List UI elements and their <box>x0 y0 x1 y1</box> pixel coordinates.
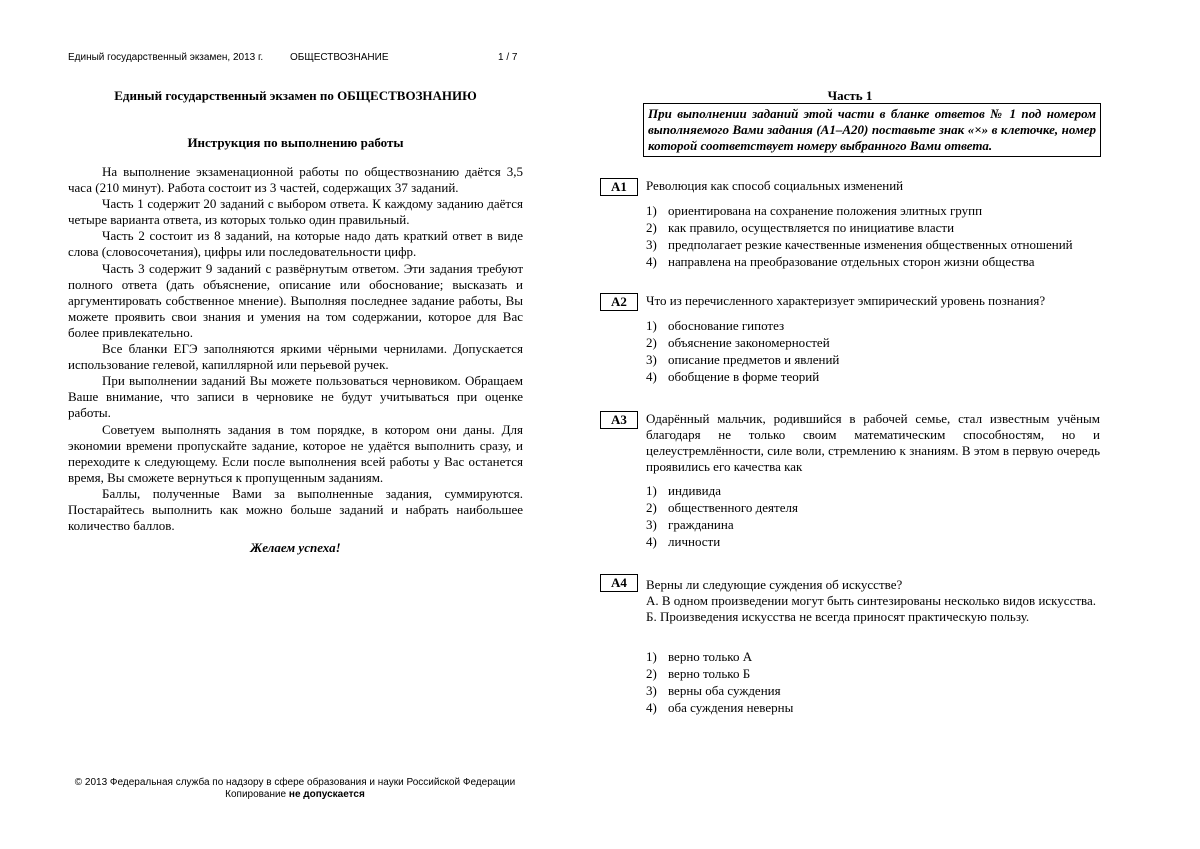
option-number: 2) <box>646 220 657 235</box>
option-text: верны оба суждения <box>668 683 781 698</box>
option-text: ориентирована на сохранение положения элитных групп <box>668 203 983 218</box>
option-number: 2) <box>646 500 657 515</box>
option-item <box>646 368 1100 385</box>
option-item <box>646 499 1100 516</box>
option-item <box>646 236 1100 253</box>
option-text: описание предметов и явлений <box>668 352 840 367</box>
option-text: обобщение в форме теорий <box>668 369 820 384</box>
option-number: 3) <box>646 517 657 532</box>
instruction-paragraph: Часть 3 содержит 9 заданий с развёрнутым ответом. Эти задания требуют полного ответа (дать объяснение, описание или обоснование; высказать и аргументировать собственное мнение). Выполняя последнее задание работы, Вы можете проявить свои знания и умения на том содержании, которое для Вас более привлекательно. <box>68 260 523 340</box>
option-item <box>646 253 1100 270</box>
task-number-box: А1 <box>600 178 638 196</box>
instruction-body <box>68 164 523 534</box>
instruction-paragraph: Часть 2 состоит из 8 заданий, на которые надо дать краткий ответ в виде слова (словосочетания), цифры или последовательности цифр. <box>68 228 523 260</box>
statement-b: Б. Произведения искусства не всегда приносят практическую пользу. <box>646 609 1030 625</box>
task-number-box: А2 <box>600 293 638 311</box>
instruction-paragraph: Баллы, полученные Вами за выполненные задания, суммируются. Постарайтесь выполнить как можно больше заданий и набрать наибольшее количество баллов. <box>68 485 523 534</box>
option-text: общественного деятеля <box>668 500 798 515</box>
statement-a: А. В одном произведении могут быть синтезированы несколько видов искусства. <box>646 593 1097 609</box>
task-options <box>646 648 1100 716</box>
option-item <box>646 533 1100 550</box>
main-title: Единый государственный экзамен по ОБЩЕСТВОЗНАНИЮ <box>114 88 477 103</box>
option-text: как правило, осуществляется по инициативе власти <box>668 220 955 235</box>
part-title: Часть 1 <box>827 88 873 103</box>
option-text: обоснование гипотез <box>668 318 785 333</box>
instruction-title: Инструкция по выполнению работы <box>187 135 404 150</box>
option-item <box>646 351 1100 368</box>
option-item <box>646 317 1100 334</box>
option-text: направлена на преобразование отдельных сторон жизни общества <box>668 254 1035 269</box>
instruction-paragraph: На выполнение экзаменационной работы по обществознанию даётся 3,5 часа (210 минут). Работа состоит из 3 частей, содержащих 37 заданий. <box>68 164 523 196</box>
option-text: верно только Б <box>668 666 751 681</box>
option-item <box>646 665 1100 682</box>
instruction-paragraph: Все бланки ЕГЭ заполняются яркими чёрными чернилами. Допускается использование гелевой, капиллярной или перьевой ручек. <box>68 341 523 373</box>
instruction-paragraph: Советуем выполнять задания в том порядке, в котором они даны. Для экономии времени пропускайте задание, которое не удаётся выполнить сразу, и переходите к следующему. Если после выполнения всей работы у Вас останется время, Вы сможете вернуться к пропущенным заданиям. <box>68 421 523 485</box>
option-number: 1) <box>646 649 657 664</box>
option-number: 2) <box>646 335 657 350</box>
option-number: 1) <box>646 318 657 333</box>
task-question: Что из перечисленного характеризует эмпирический уровень познания? <box>646 293 1046 308</box>
option-text: личности <box>668 534 721 549</box>
footer-copyright <box>60 777 530 801</box>
option-number: 4) <box>646 534 657 549</box>
wish-text: Желаем успеха! <box>250 540 341 555</box>
option-number: 4) <box>646 369 657 384</box>
option-item <box>646 682 1100 699</box>
option-item <box>646 699 1100 716</box>
option-item <box>646 202 1100 219</box>
task-question-text: Верны ли следующие суждения об искусстве? <box>646 577 903 592</box>
instruction-paragraph: Часть 1 содержит 20 заданий с выбором ответа. К каждому заданию даётся четыре варианта ответа, из которых только один правильный. <box>68 196 523 228</box>
task-options <box>646 202 1100 270</box>
option-text: предполагает резкие качественные изменения общественных отношений <box>668 237 1073 252</box>
task-number-box: А4 <box>600 574 638 592</box>
option-text: индивида <box>668 483 721 498</box>
task-options <box>646 317 1100 385</box>
task-number-box: А3 <box>600 411 638 429</box>
option-text: гражданина <box>668 517 734 532</box>
footer-copy-bold: не допускается <box>288 789 365 800</box>
footer-line-1: © 2013 Федеральная служба по надзору в сфере образования и науки Российской Федерации <box>74 777 516 788</box>
option-number: 3) <box>646 352 657 367</box>
option-number: 1) <box>646 203 657 218</box>
task-question: Одарённый мальчик, родившийся в рабочей семье, стал известным учёным благодаря не только своим математическим способностям, но и целеустремлённости, силе воли, стремлению к знаниям. В этом в первую очередь проявились его качества как <box>646 411 1100 475</box>
option-number: 4) <box>646 700 657 715</box>
instruction-paragraph: При выполнении заданий Вы можете пользоваться черновиком. Обращаем Ваше внимание, что записи в черновике не будут учитываться при оценке работы. <box>68 373 523 421</box>
option-item <box>646 482 1100 499</box>
option-text: объяснение закономерностей <box>668 335 830 350</box>
option-item <box>646 219 1100 236</box>
footer-line-2 <box>60 789 530 801</box>
footer-copy-prefix: Копирование <box>225 789 289 800</box>
part-instruction-box: При выполнении заданий этой части в бланке ответов № 1 под номером выполняемого Вами задания (А1–А20) поставьте знак «×» в клеточке, номер которой соответствует номеру выбранного Вами ответа. <box>643 103 1101 157</box>
option-number: 3) <box>646 237 657 252</box>
option-number: 1) <box>646 483 657 498</box>
option-number: 4) <box>646 254 657 269</box>
header-subject: ОБЩЕСТВОЗНАНИЕ <box>290 52 389 63</box>
option-text: оба суждения неверны <box>668 700 794 715</box>
option-item <box>646 334 1100 351</box>
option-number: 2) <box>646 666 657 681</box>
header-page-number: 1 / 7 <box>498 52 518 63</box>
header-exam-year: Единый государственный экзамен, 2013 г. <box>68 52 264 63</box>
option-item <box>646 516 1100 533</box>
task-options <box>646 482 1100 550</box>
task-question: Революция как способ социальных изменений <box>646 178 904 193</box>
option-text: верно только А <box>668 649 753 664</box>
option-number: 3) <box>646 683 657 698</box>
task-question <box>646 577 1100 625</box>
option-item <box>646 648 1100 665</box>
